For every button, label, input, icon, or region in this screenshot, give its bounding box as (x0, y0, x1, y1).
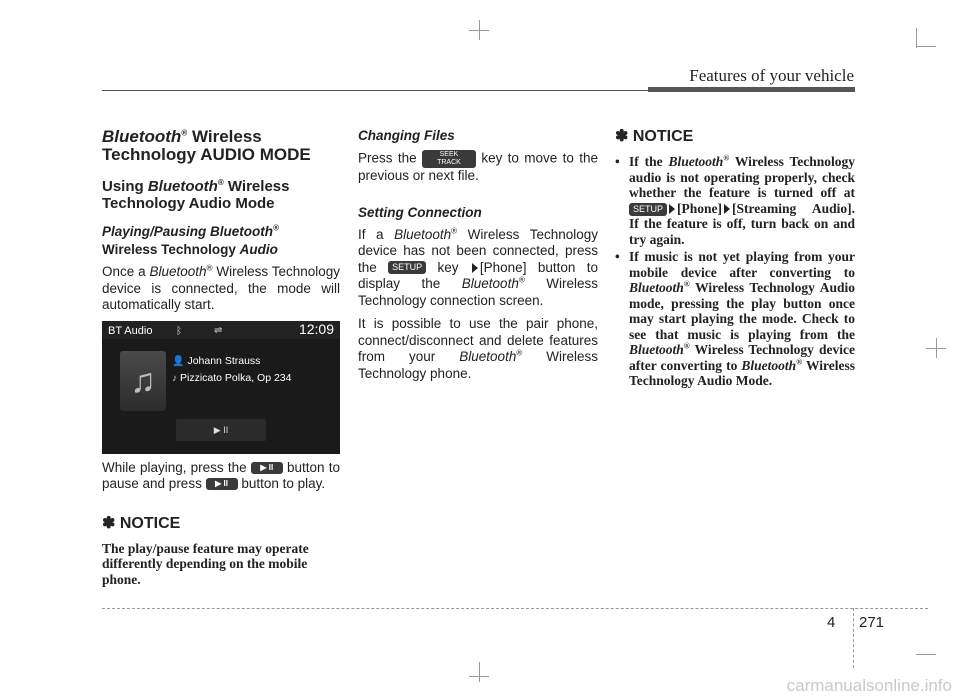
pair-paragraph: It is possible to use the pair phone, connect/disconnect and delete features from your Bluetooth® Wireless Technology phone. (358, 316, 598, 381)
crop-mark-top-h (469, 30, 489, 31)
crop-mark-tr-v (916, 28, 917, 48)
setting-connection-paragraph: If a Bluetooth® Wireless Technology device has not been connected, press the SETUP key [Phone] button to display the Bluetooth® Wireless Technology connection screen. (358, 226, 598, 308)
page-number: 271 (859, 614, 885, 631)
seek-track-key: SEEK TRACK (422, 150, 476, 168)
music-note-icon: ♪ (172, 372, 177, 384)
bluetooth-icon: ᛒ (176, 325, 182, 337)
notice-list (615, 154, 855, 389)
person-icon: 👤 (172, 355, 185, 367)
header-rule (102, 90, 648, 91)
column-2 (358, 128, 598, 389)
notice-title: ✽ NOTICE (615, 128, 694, 145)
playpause-heading: Playing/Pausing Bluetooth® (102, 223, 279, 239)
play-pause-key: ▶ II (206, 478, 238, 490)
crop-mark-bottom-h (469, 676, 489, 677)
setup-key: SETUP (388, 261, 426, 274)
section-heading: Bluetooth® Wireless Technology AUDIO MODE (102, 127, 311, 164)
notice-bullet-2: • If music is not yet playing from your mobile device after converting to Bluetooth® Wireless Technology Audio mode, pressing the play button once may start playing the mode. Check to see that music is playing from the Bluetooth® Wireless Technology device after converting to Bluetooth® Wireless Technology Audio Mode. (615, 249, 855, 389)
album-art-music-note-icon: ♫ (120, 351, 166, 411)
header-bar (648, 87, 855, 92)
artist-line (172, 353, 260, 371)
playpause-heading-line2: Wireless Technology Audio (102, 242, 278, 257)
screen-time: 12:09 (298, 320, 334, 337)
crop-mark-tr-h (916, 46, 936, 47)
setup-key: SETUP (629, 203, 667, 216)
play-pause-key: ▶ II (251, 462, 283, 474)
crop-mark-br-h (916, 654, 936, 655)
intro-paragraph: Once a Bluetooth® Wireless Technology device is connected, the mode will automatically start. (102, 263, 341, 312)
column-3 (615, 128, 855, 391)
track-name: Pizzicato Polka, Op 234 (180, 371, 292, 384)
setting-connection-heading: Setting Connection (358, 204, 482, 220)
notice-bullet-1: • If the Bluetooth® Wireless Technology audio is not operating properly, check whether the feature is turned off at SETUP [Phone] [Streaming Audio]. If the feature is off, turn back on and try again. (615, 154, 855, 247)
header-title: Features of your vehicle (689, 66, 854, 85)
crop-mark-right-h (926, 348, 946, 349)
footer-divider (853, 608, 854, 668)
screen-title: BT Audio (108, 324, 153, 337)
column-1 (102, 128, 340, 587)
changing-files-heading: Changing Files (358, 128, 455, 143)
chapter-number: 4 (827, 614, 836, 631)
changing-files-paragraph: Press the SEEK TRACK key to move to the previous or next file. (358, 150, 598, 183)
playpause-paragraph: While playing, press the ▶ II button to pause and press ▶ II button to play. (102, 459, 340, 491)
screen-play-pause-button[interactable]: ▶ II (176, 419, 266, 441)
arrow-right-icon (472, 263, 478, 273)
footer-rule (102, 608, 928, 609)
usb-icon: ⇌ (214, 324, 223, 336)
subsection-heading: Using Bluetooth® Wireless Technology Audio Mode (102, 178, 290, 212)
arrow-right-icon (669, 204, 675, 214)
track-line (172, 370, 291, 388)
bt-audio-screen (102, 321, 340, 454)
artist-name: Johann Strauss (187, 354, 261, 367)
arrow-right-icon (724, 204, 730, 214)
watermark: carmanualsonline.info (786, 676, 952, 695)
crop-mark-bottom-v (479, 662, 480, 682)
notice-body: The play/pause feature may operate differently depending on the mobile phone. (102, 540, 309, 587)
notice-title: ✽ NOTICE (102, 514, 181, 532)
